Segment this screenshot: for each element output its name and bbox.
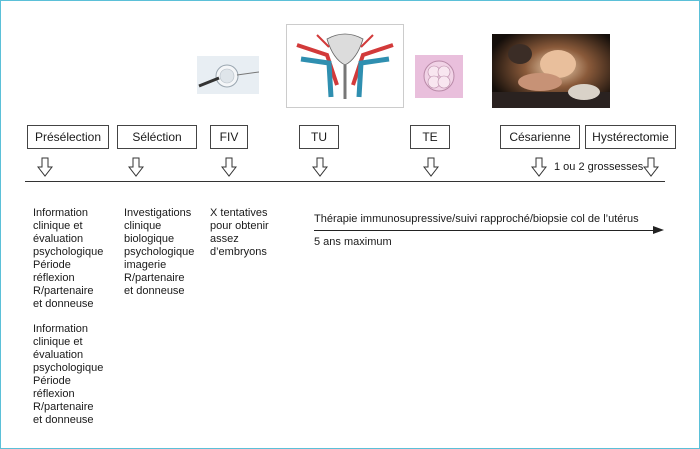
list-item: Information (33, 207, 89, 219)
list-item: clinique (124, 220, 162, 232)
stage-selection: Séléction (117, 125, 197, 149)
down-arrow-icon (531, 157, 547, 177)
preselection-details-1 (33, 207, 103, 311)
down-arrow-icon (643, 157, 659, 177)
list-item: réflexion (33, 272, 75, 284)
stage-hysterectomie: Hystérectomie (585, 125, 676, 149)
down-arrow-icon (312, 157, 328, 177)
embryo-image (415, 55, 463, 98)
list-item: et donneuse (33, 298, 94, 310)
cesarean-birth-photo (492, 34, 610, 108)
list-item: R/partenaire (33, 401, 94, 413)
list-item: imagerie (124, 259, 167, 271)
list-item: évaluation (33, 349, 84, 361)
list-item: et donneuse (124, 285, 185, 297)
list-item: Investigations (124, 207, 192, 219)
arrowhead-icon (653, 226, 664, 234)
list-item: d’embryons (210, 246, 267, 258)
down-arrow-icon (221, 157, 237, 177)
down-arrow-icon (37, 157, 53, 177)
stage-fiv: FIV (210, 125, 248, 149)
list-item: R/partenaire (33, 285, 94, 297)
down-arrow-icon (128, 157, 144, 177)
stage-cesarienne: Césarienne (500, 125, 580, 149)
list-item: clinique et (33, 220, 83, 232)
list-item: psychologique (33, 246, 104, 258)
stage-preselection: Présélection (27, 125, 109, 149)
list-item: Période (33, 375, 71, 387)
list-item: pour obtenir (210, 220, 269, 232)
list-item: Information (33, 323, 89, 335)
therapy-label: Thérapie immunosupressive/suivi rapproché/biopsie col de l’utérus (314, 213, 639, 225)
oocyte-injection-image (197, 56, 259, 94)
list-item: psychologique (33, 362, 104, 374)
pregnancies-label: 1 ou 2 grossesses (554, 161, 644, 173)
selection-details (124, 207, 194, 298)
timeline-line (25, 181, 665, 182)
stage-te: TE (410, 125, 450, 149)
preselection-details-2 (33, 323, 103, 427)
list-item: assez (210, 233, 239, 245)
list-item: et donneuse (33, 414, 94, 426)
uterus-transplant-diagram-image (286, 24, 404, 108)
list-item: X tentatives (210, 207, 268, 219)
list-item: évaluation (33, 233, 84, 245)
fiv-details (210, 207, 269, 259)
list-item: psychologique (124, 246, 195, 258)
timeline-arrow-icon (314, 230, 654, 231)
list-item: biologique (124, 233, 175, 245)
stage-tu: TU (299, 125, 339, 149)
list-item: clinique et (33, 336, 83, 348)
list-item: réflexion (33, 388, 75, 400)
list-item: R/partenaire (124, 272, 185, 284)
down-arrow-icon (423, 157, 439, 177)
list-item: Période (33, 259, 71, 271)
therapy-duration: 5 ans maximum (314, 236, 392, 248)
